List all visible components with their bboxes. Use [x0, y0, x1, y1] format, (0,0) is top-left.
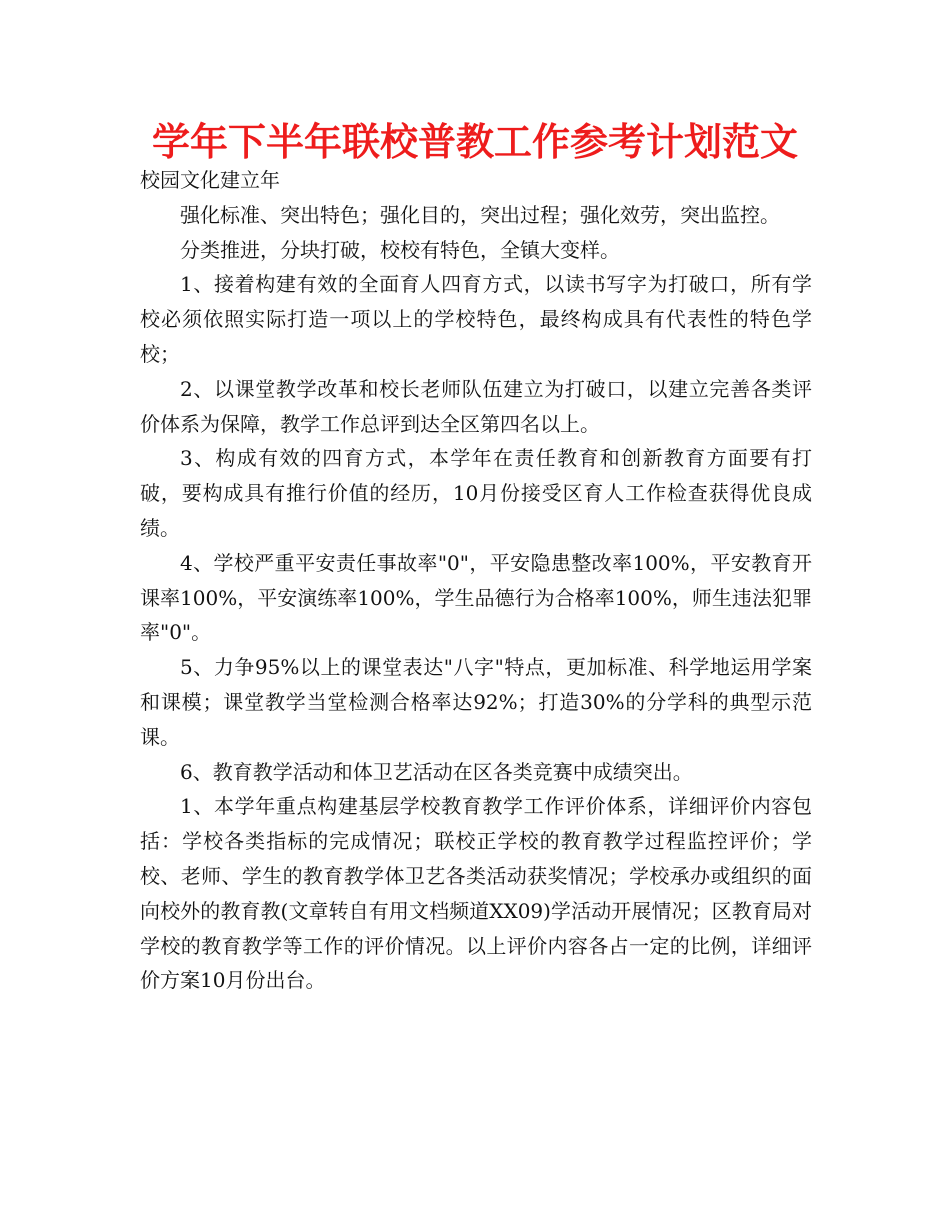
paragraph: 1、本学年重点构建基层学校教育教学工作评价体系，详细评价内容包括：学校各类指标的完成情况；联校正学校的教育教学过程监控评价；学校、老师、学生的教育教学体卫艺各类活动获奖情况；学校承办或组织的面向校外的教育教(文章转自有用文档频道XX09)学活动开展情况；区教育局对学校的教育教学等工作的评价情况。以上评价内容各占一定的比例，详细评价方案10月份出台。	[140, 794, 812, 993]
paragraph: 校园文化建立年	[140, 168, 280, 192]
paragraph: 4、学校严重平安责任事故率"0"，平安隐患整改率100%，平安教育开课率100%，平安演练率100%，学生品德行为合格率100%，师生违法犯罪率"0"。	[140, 550, 812, 645]
paragraph: 2、以课堂教学改革和校长老师队伍建立为打破口，以建立完善各类评价体系为保障，教学工作总评到达全区第四名以上。	[140, 376, 812, 436]
document-title: 学年下半年联校普教工作参考计划范文	[151, 120, 798, 164]
paragraph: 5、力争95%以上的课堂表达"八字"特点，更加标准、科学地运用学案和课模；课堂教学当堂检测合格率达92%；打造30%的分学科的典型示范课。	[140, 655, 812, 749]
paragraph: 3、构成有效的四育方式，本学年在责任教育和创新教育方面要有打破，要构成具有推行价值的经历，10月份接受区育人工作检查获得优良成绩。	[140, 446, 812, 540]
paragraph: 强化标准、突出特色；强化目的，突出过程；强化效劳，突出监控。	[180, 202, 780, 227]
paragraph: 分类推进，分块打破，校校有特色，全镇大变样。	[180, 237, 620, 262]
paragraph: 6、教育教学活动和体卫艺活动在区各类竞赛中成绩突出。	[180, 759, 693, 784]
paragraph: 1、接着构建有效的全面育人四育方式，以读书写字为打破口，所有学校必须依照实际打造一项以上的学校特色，最终构成具有代表性的特色学校；	[140, 272, 812, 366]
document-body	[140, 163, 812, 998]
